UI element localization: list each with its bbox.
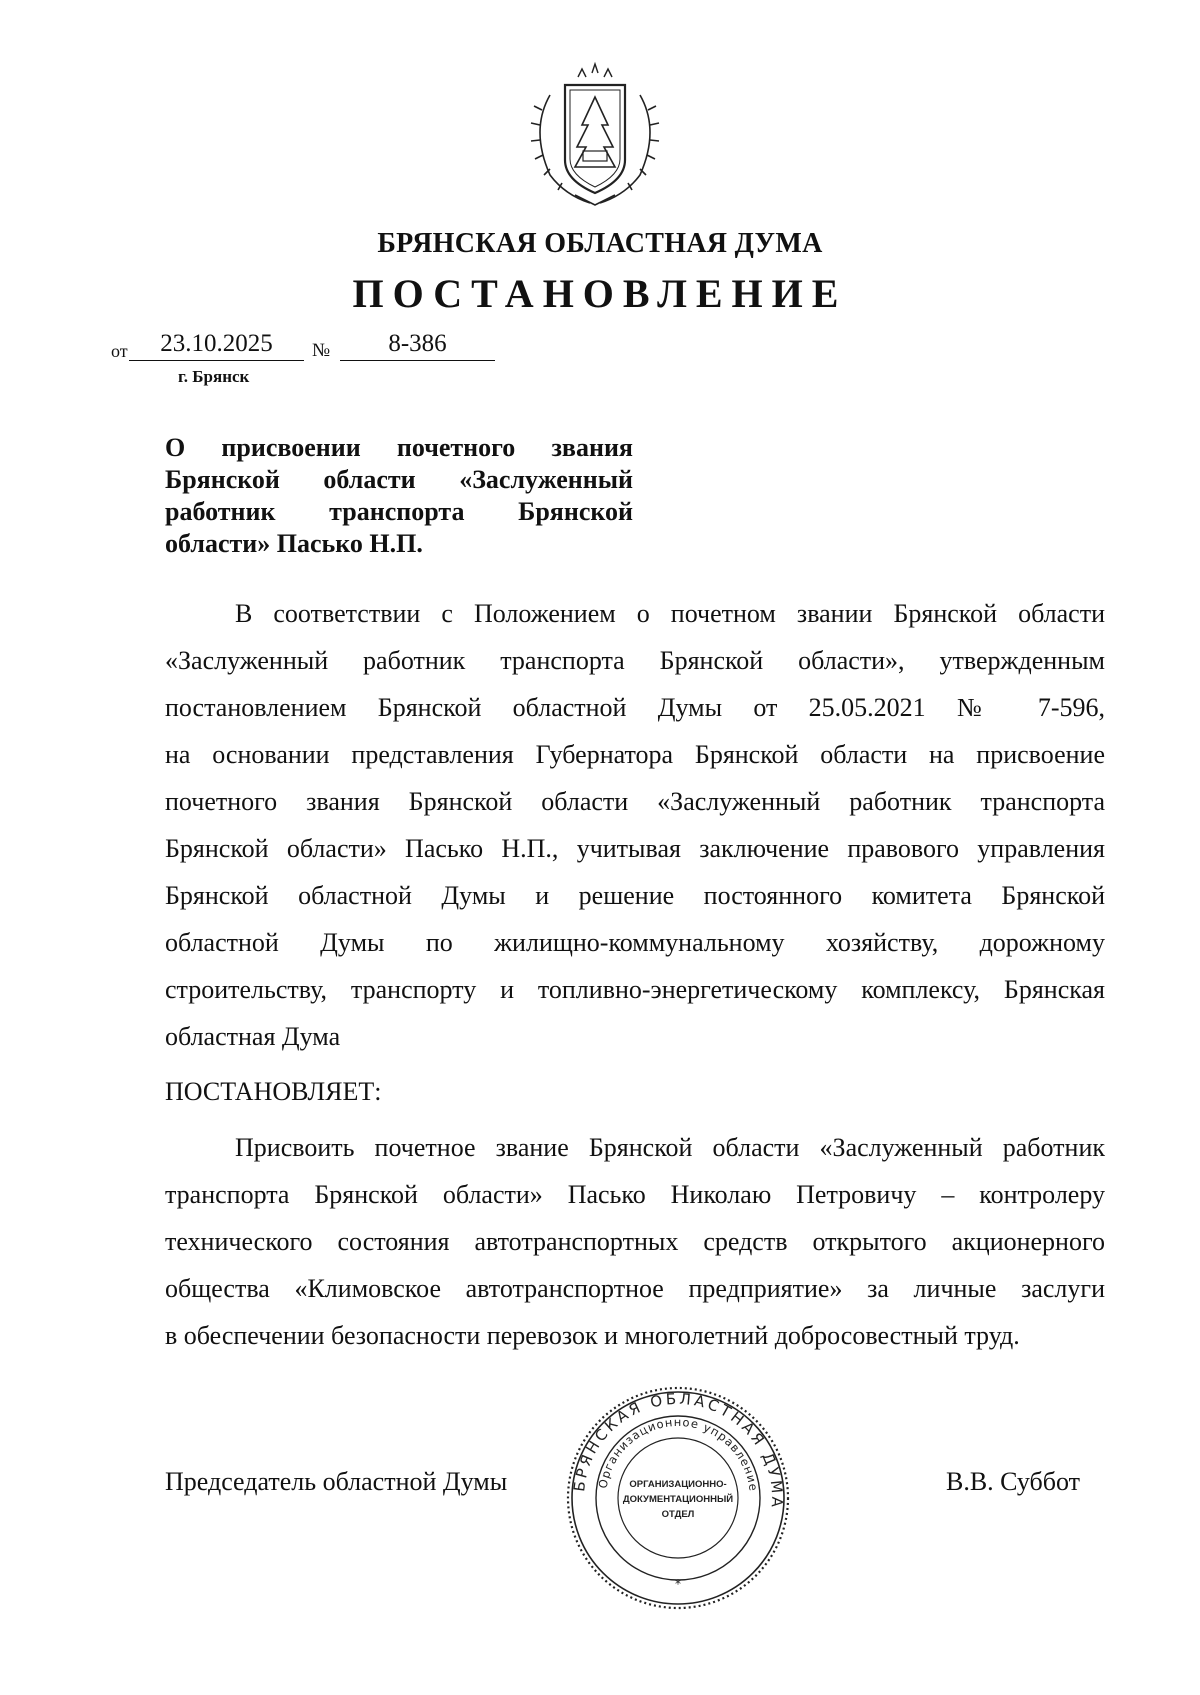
document-date: 23.10.2025 (160, 330, 273, 357)
body-line: В соответствии с Положением о почетном звании Брянской области (235, 599, 1105, 628)
number-underline (340, 360, 495, 361)
stamp-center-line: ОРГАНИЗАЦИОННО- (629, 1479, 727, 1490)
body-line: почетного звания Брянской области «Заслуженный работник транспорта (165, 787, 1105, 816)
subject-line: Брянской области «Заслуженный (165, 465, 633, 494)
date-from-label: от (111, 341, 128, 361)
organization-name: БРЯНСКАЯ ОБЛАСТНАЯ ДУМА (377, 228, 823, 259)
stamp-center-line: ОТДЕЛ (661, 1509, 695, 1520)
body-line: на основании представления Губернатора Брянской области на присвоение (165, 740, 1105, 769)
body-line: Брянской области» Пасько Н.П., учитывая заключение правового управления (165, 834, 1105, 863)
official-stamp (563, 1382, 793, 1614)
body-line: в обеспечении безопасности перевозок и многолетний добросовестный труд. (165, 1321, 1020, 1350)
stamp-outer-text: БРЯНСКАЯ ОБЛАСТНАЯ ДУМА (570, 1389, 787, 1511)
city: г. Брянск (178, 367, 250, 386)
body-line: технического состояния автотранспортных средств открытого акционерного (165, 1227, 1105, 1256)
body-line: общества «Климовское автотранспортное предприятие» за личные заслуги (165, 1274, 1105, 1303)
svg-text:*: * (675, 1577, 681, 1591)
body-paragraph-2 (165, 1124, 1105, 1359)
decree-word: ПОСТАНОВЛЯЕТ: (165, 1077, 382, 1106)
coat-of-arms-emblem (520, 55, 670, 210)
subject-line: О присвоении почетного звания (165, 433, 633, 462)
body-paragraph-1 (165, 590, 1105, 1060)
body-line: транспорта Брянской области» Пасько Николаю Петровичу – контролеру (165, 1180, 1105, 1209)
body-line: областной Думы по жилищно-коммунальному хозяйству, дорожному (165, 928, 1105, 957)
document-type: ПОСТАНОВЛЕНИЕ (352, 271, 848, 316)
document-number: 8-386 (388, 330, 447, 357)
body-line: постановлением Брянской областной Думы от 25.05.2021 № 7-596, (165, 693, 1105, 722)
svg-text:БРЯНСКАЯ ОБЛАСТНАЯ ДУМА (570, 1390, 786, 1511)
subject-line: области» Пасько Н.П. (165, 529, 423, 558)
body-line: областная Дума (165, 1022, 341, 1051)
body-line: строительству, транспорту и топливно-энергетическому комплексу, Брянская (165, 975, 1105, 1004)
date-underline (129, 360, 304, 361)
body-line: Брянской областной Думы и решение постоянного комитета Брянской (165, 881, 1105, 910)
body-line: «Заслуженный работник транспорта Брянской области», утвержденным (165, 646, 1105, 675)
document-subject (165, 432, 633, 560)
stamp-middle-text: Организационное управление (595, 1414, 761, 1493)
stamp-center-line: ДОКУМЕНТАЦИОННЫЙ (622, 1494, 734, 1505)
signatory-title: Председатель областной Думы (165, 1467, 508, 1496)
body-line: Присвоить почетное звание Брянской области «Заслуженный работник (235, 1133, 1105, 1162)
subject-line: работник транспорта Брянской (165, 497, 633, 526)
number-sign: № (312, 340, 331, 361)
signatory-name: В.В. Суббот (946, 1467, 1081, 1496)
